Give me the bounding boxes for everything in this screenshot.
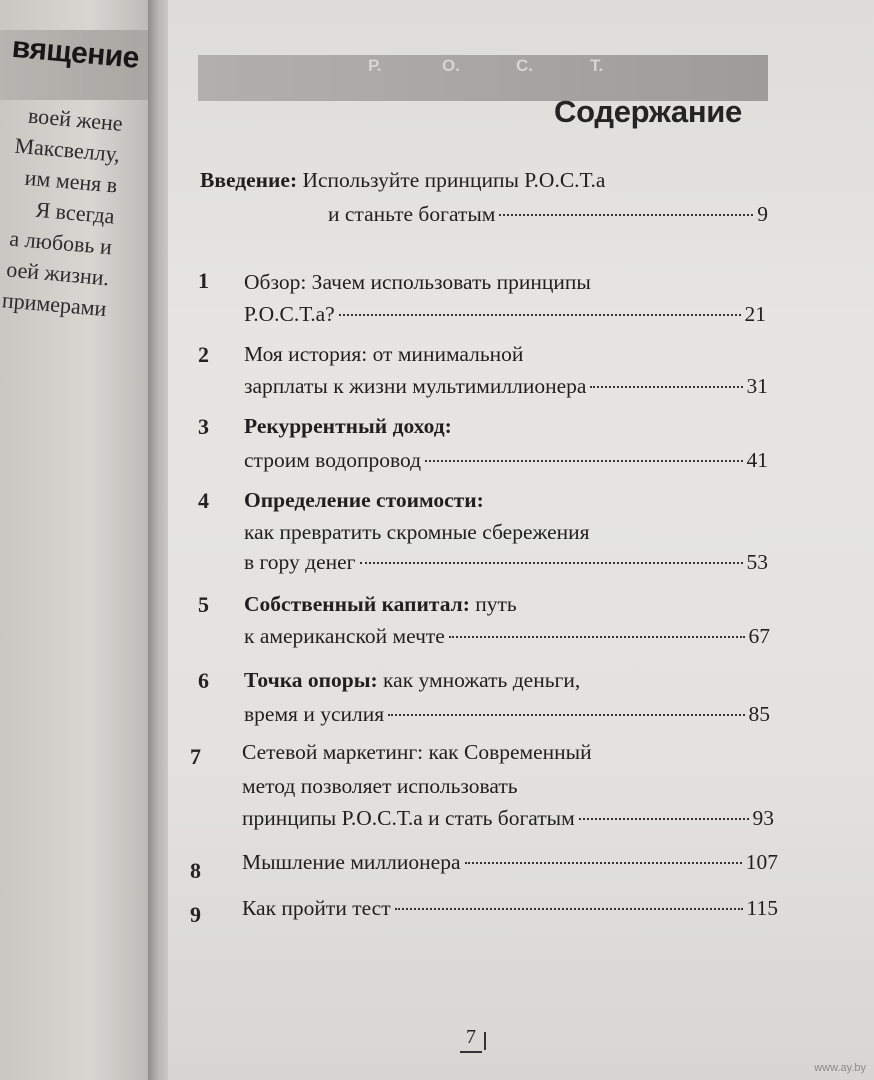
- chapter-title: зарплаты к жизни мультимиллионера: [244, 374, 587, 398]
- left-page-heading-band: [0, 30, 150, 100]
- chapter-7-line-2: [242, 774, 518, 799]
- chapter-title: Мышление миллионера: [242, 850, 461, 874]
- chapter-7-line-3: [242, 806, 774, 831]
- chapter-1-line-1: [244, 270, 591, 295]
- dot-leader: [388, 714, 744, 716]
- chapter-title: путь: [469, 592, 517, 616]
- dot-leader: [590, 386, 742, 388]
- chapter-title-bold: Рекуррентный доход:: [244, 414, 452, 438]
- intro-line-1: [200, 168, 605, 193]
- chapter-6-line-2: [244, 702, 770, 727]
- left-line: примерами: [1, 287, 108, 322]
- chapter-1-line-2: [244, 302, 766, 327]
- chapter-3-line-1: [244, 414, 452, 439]
- chapter-page: 115: [746, 896, 778, 920]
- chapter-title-bold: Точка опоры:: [244, 668, 378, 692]
- right-page: [168, 0, 874, 1080]
- chapter-title: как превратить скромные сбережения: [244, 520, 590, 544]
- chapter-4-line-2: [244, 520, 590, 545]
- chapter-number: 1: [198, 268, 209, 293]
- chapter-4-line-3: [244, 550, 768, 575]
- left-page-text: [0, 93, 124, 324]
- intro-title-1: Используйте принципы Р.О.С.Т.а: [302, 168, 606, 192]
- chapter-5-line-1: [244, 592, 517, 617]
- left-line: Я всегда: [34, 196, 116, 229]
- chapter-title: Как пройти тест: [242, 896, 391, 920]
- chapter-title: Обзор: Зачем использовать принципы: [244, 270, 591, 294]
- chapter-title: Моя история: от минимальной: [244, 342, 524, 366]
- chapter-8-line: [242, 850, 778, 875]
- chapter-number: 9: [190, 902, 201, 927]
- chapter-title: Сетевой маркетинг: как Современный: [242, 740, 592, 764]
- rost-letter: Т.: [590, 56, 604, 75]
- left-line: воей жене: [27, 102, 124, 136]
- dot-leader: [579, 818, 749, 820]
- chapter-number: 2: [198, 342, 209, 367]
- table-of-contents: [168, 0, 874, 1080]
- chapter-number: 3: [198, 414, 209, 439]
- chapter-title: в гору денег: [244, 550, 356, 574]
- chapter-5-line-2: [244, 624, 770, 649]
- chapter-number: 7: [190, 744, 201, 769]
- chapter-title: строим водопровод: [244, 448, 422, 472]
- left-facing-page: [0, 0, 150, 1080]
- chapter-title: время и усилия: [244, 702, 385, 726]
- left-line: им меня в: [23, 164, 119, 198]
- chapter-number: 4: [198, 488, 209, 513]
- watermark: www.ay.by: [814, 1062, 866, 1074]
- chapter-title: Р.О.С.Т.а?: [244, 302, 335, 326]
- page-number: 7: [460, 1026, 482, 1053]
- chapter-7-line-1: [242, 740, 592, 765]
- chapter-number: 6: [198, 668, 209, 693]
- rost-letter: С.: [516, 56, 533, 75]
- chapter-title: как умножать деньги,: [377, 668, 581, 692]
- chapter-page: 41: [746, 448, 768, 472]
- intro-page: 9: [757, 202, 768, 226]
- dot-leader: [339, 314, 741, 316]
- page-title: Содержание: [554, 94, 742, 129]
- rost-letter: Р.: [368, 56, 382, 75]
- intro-title-2: и станьте богатым: [328, 202, 496, 226]
- chapter-page: 107: [745, 850, 778, 874]
- chapter-3-line-2: [244, 448, 768, 473]
- dot-leader: [360, 562, 743, 564]
- dot-leader: [449, 636, 745, 638]
- chapter-page: 53: [746, 550, 768, 574]
- intro-line-2: [328, 202, 768, 227]
- chapter-number: 5: [198, 592, 209, 617]
- dot-leader: [465, 862, 742, 864]
- chapter-number: 8: [190, 858, 201, 883]
- chapter-2-line-2: [244, 374, 768, 399]
- chapter-page: 93: [752, 806, 774, 830]
- left-line: а любовь и: [8, 225, 113, 260]
- dot-leader: [395, 908, 743, 910]
- intro-label: Введение:: [200, 168, 298, 192]
- chapter-page: 21: [744, 302, 766, 326]
- dot-leader: [425, 460, 742, 462]
- left-line: оей жизни.: [5, 256, 111, 291]
- chapter-title: к американской мечте: [244, 624, 445, 648]
- left-line: Максвеллу,: [13, 132, 122, 167]
- chapter-2-line-1: [244, 342, 523, 367]
- chapter-title-bold: Определение стоимости:: [244, 488, 484, 512]
- chapter-page: 67: [748, 624, 770, 648]
- dot-leader: [499, 214, 753, 216]
- chapter-title: метод позволяет использовать: [242, 774, 518, 798]
- chapter-title-bold: Собственный капитал:: [244, 592, 470, 616]
- chapter-9-line: [242, 896, 778, 921]
- left-page-heading: вящение: [10, 30, 141, 75]
- chapter-page: 31: [746, 374, 768, 398]
- chapter-title: принципы Р.О.С.Т.а и стать богатым: [242, 806, 575, 830]
- chapter-page: 85: [748, 702, 770, 726]
- chapter-6-line-1: [244, 668, 580, 693]
- rost-letter: О.: [442, 56, 460, 75]
- chapter-4-line-1: [244, 488, 484, 513]
